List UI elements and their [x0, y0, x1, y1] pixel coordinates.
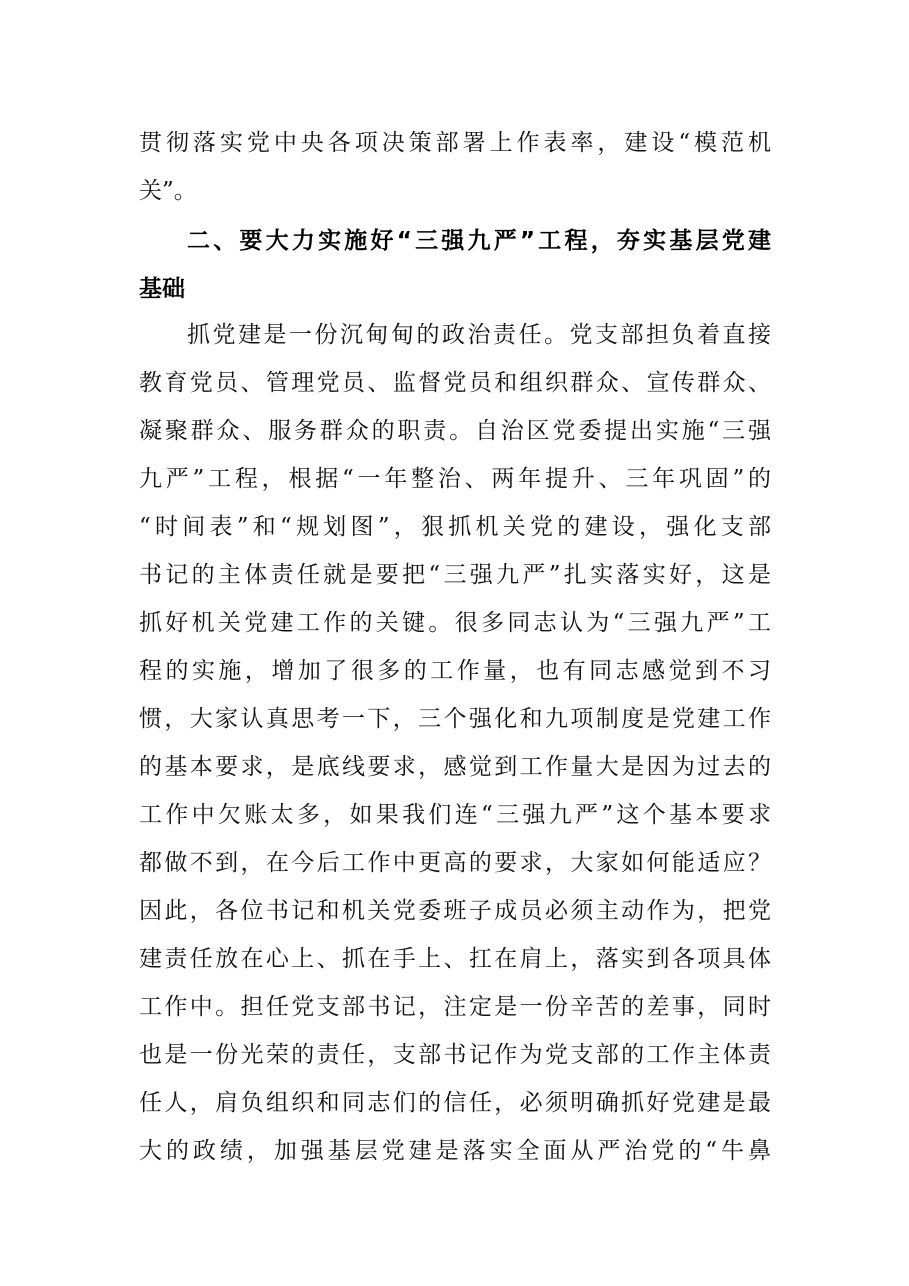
paragraph-line: 凝聚群众、服务群众的职责。自治区党委提出实施“三强: [139, 418, 771, 444]
section-heading: 二、要大力实施好“三强九严”工程，夯实基层党建: [187, 228, 771, 254]
paragraph-line: 惯，大家认真思考一下，三个强化和九项制度是党建工作: [139, 706, 771, 732]
paragraph-line: 教育党员、管理党员、监督党员和组织群众、宣传群众、: [139, 370, 771, 396]
paragraph-line: 工作中。担任党支部书记，注定是一份辛苦的差事，同时: [139, 994, 771, 1020]
section-heading: 基础: [139, 276, 185, 302]
paragraph-line: 都做不到，在今后工作中更高的要求，大家如何能适应？: [139, 850, 771, 876]
text-line: 关”。: [139, 178, 197, 204]
paragraph-line: 大的政绩，加强基层党建是落实全面从严治党的“牛鼻: [139, 1138, 771, 1164]
text-line: 贯彻落实党中央各项决策部署上作表率，建设“模范机: [139, 130, 771, 156]
paragraph-line: 因此，各位书记和机关党委班子成员必须主动作为，把党: [139, 898, 771, 924]
paragraph-line: “时间表”和“规划图”，狠抓机关党的建设，强化支部: [139, 514, 771, 540]
paragraph-line: 抓党建是一份沉甸甸的政治责任。党支部担负着直接: [187, 322, 771, 348]
paragraph-line: 书记的主体责任就是要把“三强九严”扎实落实好，这是: [139, 562, 771, 588]
paragraph-line: 也是一份光荣的责任，支部书记作为党支部的工作主体责: [139, 1042, 771, 1068]
paragraph-line: 抓好机关党建工作的关键。很多同志认为“三强九严”工: [139, 610, 771, 636]
paragraph-line: 任人，肩负组织和同志们的信任，必须明确抓好党建是最: [139, 1090, 771, 1116]
paragraph-line: 程的实施，增加了很多的工作量，也有同志感觉到不习: [139, 658, 771, 684]
paragraph-line: 工作中欠账太多，如果我们连“三强九严”这个基本要求: [139, 802, 771, 828]
paragraph-line: 九严”工程，根据“一年整治、两年提升、三年巩固”的: [139, 466, 771, 492]
paragraph-line: 建责任放在心上、抓在手上、扛在肩上，落实到各项具体: [139, 946, 771, 972]
paragraph-line: 的基本要求，是底线要求，感觉到工作量大是因为过去的: [139, 754, 771, 780]
